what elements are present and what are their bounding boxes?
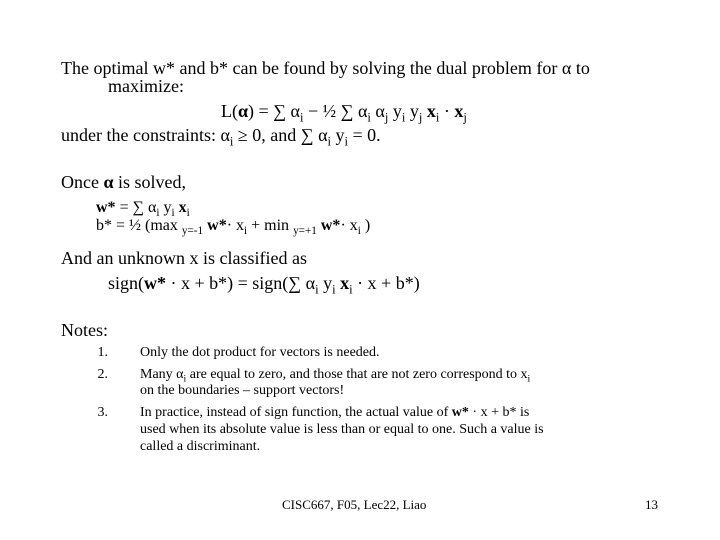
b-star-equation: b* = ½ (max $_{y=-1}$ $w*\cdot x_i + \min _{y=+1}$ $w*\cdot x_i$ )	[96, 217, 371, 237]
intro-line-2: maximize:	[108, 76, 184, 96]
once-solved-line: Once α is solved,	[61, 172, 187, 192]
note-text: used when its absolute value is less than or equal to one. Such a value is	[140, 422, 544, 437]
note-number: 1.	[97, 345, 108, 360]
constraints-line: under the constraints: $\alpha_i \ge 0$, and ∑ $\alpha_i$ $y_i = 0$.	[61, 125, 381, 149]
note-text: In practice, instead of sign function, the actual value of w* · x + b* is	[140, 405, 530, 420]
note-text: Many $\alpha_i$ are equal to zero, and those that are not zero correspond to $x_i$	[140, 367, 531, 385]
objective-formula: L(α) = ∑ $\alpha_i$ − ½ ∑ $\alpha_i$ $\alpha_j$ $y_i$ $y_j$ $x_i \cdot x_j$	[221, 101, 467, 125]
classify-formula: sign(w* · x + b*) = sign(∑ $\alpha_i$ $y_i$ $x_i \cdot x + b*$)	[108, 273, 420, 297]
classify-line-1: And an unknown x is classified as	[61, 248, 307, 268]
note-text: on the boundaries – support vectors!	[140, 383, 345, 398]
note-number: 3.	[97, 405, 108, 420]
note-text: Only the dot product for vectors is needed.	[140, 345, 380, 360]
note-text: called a discriminant.	[140, 439, 261, 454]
w-star-equation: w* = ∑ $\alpha_i$ $y_i$ $x_i$	[96, 199, 190, 219]
page-number: 13	[645, 497, 658, 512]
notes-title: Notes:	[61, 320, 108, 340]
note-number: 2.	[97, 367, 108, 382]
footer-course: CISC667, F05, Lec22, Liao	[282, 497, 427, 512]
intro-line-1: The optimal w* and b* can be found by solving the dual problem for α to	[61, 58, 590, 78]
